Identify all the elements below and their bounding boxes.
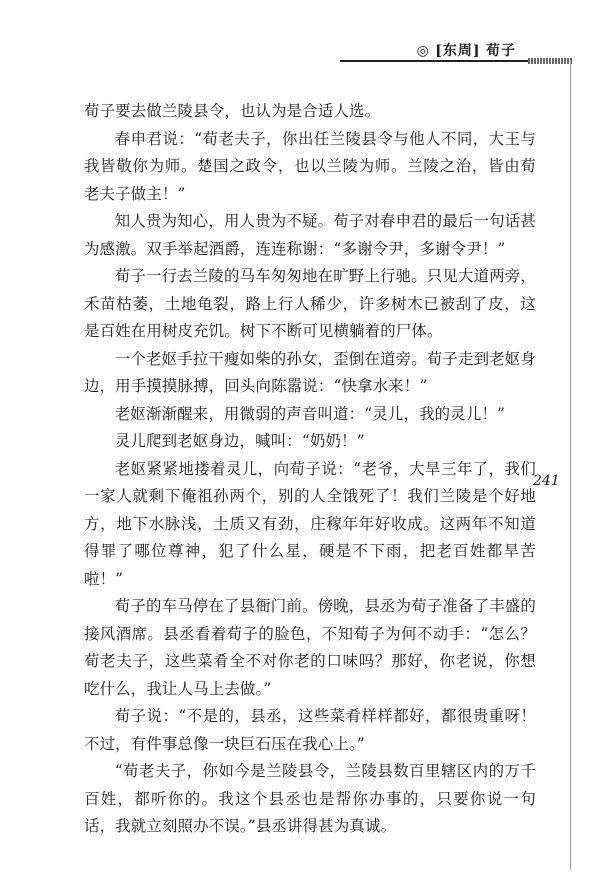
running-header — [0, 38, 596, 78]
paragraph: 春申君说：“荀老夫子，你出任兰陵县令与他人不同，大王与我皆敬你为师。楚国之政令，也以兰陵为师。兰陵之治，皆由荀老夫子做主！” — [84, 129, 536, 203]
header-person-name: 荀子 — [486, 43, 516, 59]
margin-rule — [570, 60, 571, 870]
paragraph: 老妪渐渐醒来，用微弱的声音叫道：“灵儿，我的灵儿！” — [114, 404, 506, 423]
paragraph: 荀子一行去兰陵的马车匆匆地在旷野上行驰。只见大道两旁，禾苗枯萎，土地龟裂，路上行人稀少，许多树木已被刮了皮，这是百姓在用树皮充饥。树下不断可见横躺着的尸体。 — [84, 267, 536, 340]
paragraph: “荀老夫子，你如今是兰陵县令，兰陵县数百里辖区内的万千百姓，都听你的。我这个县丞也是帮你办事的，只要你说一句话，我就立刻照办不误。”县丞讲得甚为真诚。 — [84, 762, 536, 835]
header-dynasty: [东周] — [435, 43, 481, 59]
paragraph: 知人贵为知心，用人贵为不疑。荀子对春申君的最后一句话甚为感激。双手举起酒爵，连连称谢：“多谢令尹，多谢令尹！” — [84, 212, 536, 258]
paragraph: 灵儿爬到老妪身边，喊叫：“奶奶！” — [114, 432, 365, 450]
paragraph: 荀子说：“不是的，县丞，这些菜肴样样都好，都很贵重呀！不过，有件事总像一块巨石压在我心上。” — [84, 707, 536, 753]
paragraph: 荀子的车马停在了县衙门前。傍晚，县丞为荀子准备了丰盛的接风酒席。县丞看着荀子的脸色，不知荀子为何不动手：“怎么？荀老夫子，这些菜肴全不对你老的口味吗？那好，你老说，你想吃什么，我让人马上去做。” — [84, 597, 536, 698]
header-symbol: ◎ — [416, 43, 430, 59]
paragraph: 荀子要去做兰陵县令，也认为是合适人选。 — [84, 102, 381, 120]
body-text — [84, 98, 536, 841]
page-number: 241 — [533, 473, 560, 489]
paragraph: 老妪紧紧地搂着灵儿，向荀子说：“老爷，大旱三年了，我们一家人就剩下俺祖孙两个，别的人全饿死了！我们兰陵是个好地方，地下水脉浅，土质又有劲，庄稼年年好收成。这两年不知道得罪了哪位尊神，犯了什么星，硬是不下雨，把老百姓都旱苦啦！” — [84, 459, 536, 588]
header-rule-ornament — [528, 58, 572, 64]
header-rule — [340, 60, 528, 62]
running-header-title — [417, 40, 516, 60]
paragraph: 一个老妪手拉干瘦如柴的孙女，歪倒在道旁。荀子走到老妪身边，用手摸摸脉搏，回头向陈嚣说：“快拿水来！” — [84, 349, 536, 395]
